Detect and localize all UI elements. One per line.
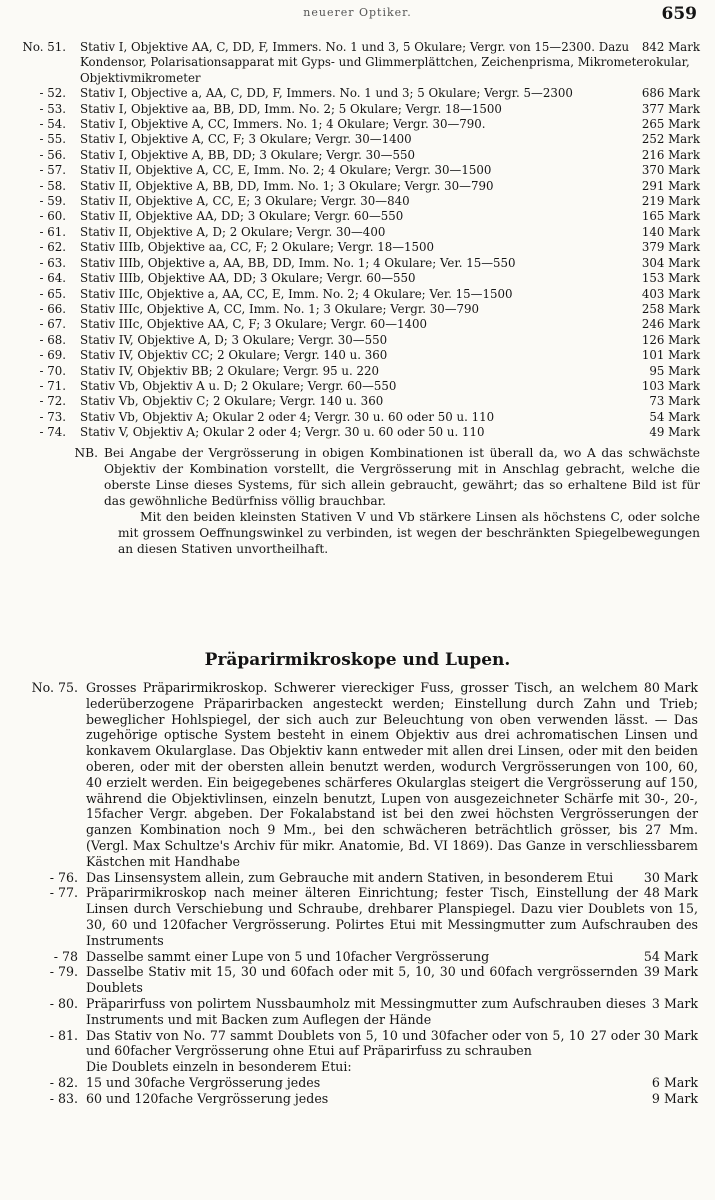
entry-number: - 69. <box>39 348 66 363</box>
entry-number: - 59. <box>39 194 66 209</box>
catalog-entry <box>6 1028 698 1060</box>
entry-description: Stativ IIIb, Objektive AA, DD; 3 Okulare; Vergr. 60—550 <box>80 271 416 286</box>
entry-price: 219 Mark <box>641 194 700 209</box>
entry-price: 80 Mark <box>643 680 698 695</box>
entry-price: 6 Mark <box>651 1074 698 1090</box>
nb-paragraph: Mit den beiden kleinsten Stativen V und Vb stärkere Linsen als höchstens C, oder solche mit grossem Oeffnungswinkel zu verbinden, ist wegen der beschränkten Spiegelbewegungen an diesen Stativen unvortheilhaft. <box>118 509 700 556</box>
catalog-entry <box>10 148 700 163</box>
entry-body <box>80 394 700 409</box>
entry-number: - 78 <box>53 948 78 964</box>
entry-description: Stativ II, Objektive A, CC, E; 3 Okulare; Vergr. 30—840 <box>80 194 410 209</box>
catalog-entry <box>6 964 698 996</box>
entry-description: Stativ I, Objektive AA, C, DD, F, Immers. No. 1 und 3, 5 Okulare; Vergr. von 15—2300. Dazu Kondensor, Polarisationsapparat mit Gyps- und Glimmerplättchen, Zeichenprisma, Mikrometerokular, Objektivmikrometer <box>80 40 690 85</box>
catalog-entry <box>10 117 700 132</box>
catalog-entry <box>10 271 700 286</box>
entry-body <box>86 964 698 996</box>
running-head: neuerer Optiker. <box>303 6 412 19</box>
entries-list <box>10 40 700 441</box>
entry-body <box>80 302 700 317</box>
entry-description: Stativ IIIc, Objektive a, AA, CC, E, Imm. No. 2; 4 Okulare; Ver. 15—1500 <box>80 286 513 301</box>
entry-body <box>80 194 700 209</box>
entries2-list <box>6 680 698 1107</box>
entry-price: 403 Mark <box>641 286 700 301</box>
entry-description: Dasselbe Stativ mit 15, 30 und 60fach oder mit 5, 10, 30 und 60fach vergrössernden Doublets <box>86 964 638 996</box>
entry-price: 370 Mark <box>641 163 700 178</box>
entry-description: Präparirmikroskop nach meiner älteren Einrichtung; fester Tisch, Einstellung der Linsen durch Verschiebung und Schraube, drehbarer Planspiegel. Dazu vier Doublets von 15, 30, 60 und 120facher Vergrösserung. Polirtes Etui mit Messingmutter zum Aufschrauben des Instruments <box>86 885 698 948</box>
entry-price: 842 Mark <box>641 40 700 54</box>
entry-description: 60 und 120fache Vergrösserung jedes <box>86 1090 329 1106</box>
catalog-entry <box>10 364 700 379</box>
entry-number: - 54. <box>39 117 66 132</box>
entry-body <box>86 680 698 870</box>
catalog-entry <box>10 379 700 394</box>
entry-description: Stativ IV, Objektive A, D; 3 Okulare; Vergr. 30—550 <box>80 332 388 347</box>
entry-body <box>80 86 700 101</box>
entry-price: 216 Mark <box>641 147 700 162</box>
catalog-entry <box>10 179 700 194</box>
entry-description: Stativ I, Objective a, AA, C, DD, F, Immers. No. 1 und 3; 5 Okulare; Vergr. 5—2300 <box>80 86 573 101</box>
entry-body <box>86 996 698 1028</box>
entry-body <box>86 1075 698 1091</box>
entry-price: 291 Mark <box>641 178 700 193</box>
catalog-entry <box>10 194 700 209</box>
entry-price: 27 oder 30 Mark <box>590 1027 698 1043</box>
entry-number: - 60. <box>39 209 66 224</box>
entry-body <box>80 364 700 379</box>
entry-body <box>86 949 698 965</box>
entry-body <box>80 425 700 440</box>
entry-body <box>80 132 700 147</box>
entry-price: 54 Mark <box>649 409 700 424</box>
page-number: 659 <box>661 4 697 24</box>
entry-price: 30 Mark <box>643 869 698 885</box>
entry-number: - 55. <box>39 132 66 147</box>
entry-description: Stativ I, Objektive A, CC, F; 3 Okulare; Vergr. 30—1400 <box>80 132 412 147</box>
entry-description: Stativ Vb, Objektiv A u. D; 2 Okulare; Vergr. 60—550 <box>80 378 397 393</box>
catalog-entry <box>10 209 700 224</box>
entry-description: Präparirfuss von polirtem Nussbaumholz mit Messingmutter zum Aufschrauben dieses Instruments und mit Backen zum Auflegen der Hände <box>86 995 646 1027</box>
catalog-entry <box>6 949 698 965</box>
catalog-entry <box>10 40 700 86</box>
entry-description: Stativ Vb, Objektiv C; 2 Okulare; Vergr. 140 u. 360 <box>80 394 384 409</box>
catalog-entry <box>10 86 700 101</box>
entry-price: 3 Mark <box>651 995 698 1011</box>
entry-body <box>80 163 700 178</box>
preparation-microscope-list <box>6 680 698 1107</box>
entry-price: 686 Mark <box>641 86 700 101</box>
catalog-entry <box>6 1059 698 1075</box>
entry-description: Stativ IV, Objektiv CC; 2 Okulare; Vergr. 140 u. 360 <box>80 348 388 363</box>
entry-number: - 73. <box>39 409 66 424</box>
entry-number: - 71. <box>39 378 66 393</box>
entry-price: 95 Mark <box>649 363 700 378</box>
entry-body <box>80 379 700 394</box>
catalog-entry <box>10 348 700 363</box>
entry-body <box>86 1028 698 1060</box>
entry-price: 140 Mark <box>641 224 700 239</box>
entry-number: - 70. <box>39 363 66 378</box>
catalog-entry <box>10 256 700 271</box>
entry-number: - 62. <box>39 240 66 255</box>
entry-price: 126 Mark <box>641 332 700 347</box>
entry-number: - 64. <box>39 271 66 286</box>
entry-description: Stativ II, Objektive A, D; 2 Okulare; Vergr. 30—400 <box>80 224 386 239</box>
catalog-entry <box>6 996 698 1028</box>
catalog-entry <box>6 870 698 886</box>
entry-body <box>80 225 700 240</box>
entry-description: Stativ V, Objektiv A; Okular 2 oder 4; Vergr. 30 u. 60 oder 50 u. 110 <box>80 425 485 440</box>
entry-description: Stativ I, Objektive A, BB, DD; 3 Okulare; Vergr. 30—550 <box>80 147 415 162</box>
entry-body <box>80 40 700 86</box>
entry-price: 258 Mark <box>641 301 700 316</box>
entry-price: 103 Mark <box>641 378 700 393</box>
entry-description: Stativ IIIb, Objektive aa, CC, F; 2 Okulare; Vergr. 18—1500 <box>80 240 435 255</box>
entry-body <box>80 117 700 132</box>
entry-description: Stativ I, Objektive A, CC, Immers. No. 1; 4 Okulare; Vergr. 30—790. <box>80 117 486 132</box>
entry-number: - 80. <box>49 995 78 1011</box>
entry-description: Stativ II, Objektive A, BB, DD, Imm. No. 1; 3 Okulare; Vergr. 30—790 <box>80 178 494 193</box>
entry-number: - 52. <box>39 86 66 101</box>
entry-body <box>80 271 700 286</box>
entry-number: - 57. <box>39 163 66 178</box>
entry-price: 304 Mark <box>641 255 700 270</box>
entry-description: Das Linsensystem allein, zum Gebrauche mit andern Stativen, in besonderem Etui <box>86 869 614 885</box>
catalog-entry <box>10 394 700 409</box>
entry-description: Stativ IV, Objektiv BB; 2 Okulare; Vergr. 95 u. 220 <box>80 363 380 378</box>
microscope-price-list <box>10 40 700 557</box>
catalog-entry <box>10 287 700 302</box>
entry-description: Das Stativ von No. 77 sammt Doublets von 5, 10 und 30facher oder von 5, 10 und 60facher Vergrösserung ohne Etui auf Präparirfuss zu schrauben <box>86 1027 585 1059</box>
entry-body <box>80 240 700 255</box>
entry-price: 101 Mark <box>641 348 700 363</box>
entry-price: 246 Mark <box>641 317 700 332</box>
entry-number: - 83. <box>49 1090 78 1106</box>
entry-description: Stativ I, Objektive aa, BB, DD, Imm. No. 2; 5 Okulare; Vergr. 18—1500 <box>80 101 502 116</box>
entry-number: - 82. <box>49 1074 78 1090</box>
entry-body <box>80 333 700 348</box>
entry-number: - 67. <box>39 317 66 332</box>
entry-body <box>80 410 700 425</box>
catalog-entry <box>10 410 700 425</box>
entry-number: - 76. <box>49 869 78 885</box>
entry-price: 73 Mark <box>649 394 700 409</box>
catalog-entry <box>6 680 698 870</box>
catalog-entry <box>10 163 700 178</box>
entry-number: - 81. <box>49 1027 78 1043</box>
entry-body <box>80 102 700 117</box>
entry-price: 377 Mark <box>641 101 700 116</box>
entry-number: - 66. <box>39 301 66 316</box>
entry-description: Dasselbe sammt einer Lupe von 5 und 10facher Vergrösserung <box>86 948 490 964</box>
entry-body <box>80 317 700 332</box>
catalog-entry <box>6 885 698 948</box>
entry-description: Stativ IIIc, Objektive AA, C, F; 3 Okulare; Vergr. 60—1400 <box>80 317 428 332</box>
entry-price: 252 Mark <box>641 132 700 147</box>
entry-price: 165 Mark <box>641 209 700 224</box>
entry-number: - 77. <box>49 885 78 901</box>
entry-number: - 56. <box>39 147 66 162</box>
catalog-entry <box>10 102 700 117</box>
entry-number: - 79. <box>49 964 78 980</box>
catalog-entry <box>10 302 700 317</box>
entry-number: - 53. <box>39 101 66 116</box>
catalog-entry <box>10 132 700 147</box>
entry-number: - 63. <box>39 255 66 270</box>
catalog-entry <box>10 225 700 240</box>
entry-body <box>80 287 700 302</box>
entry-number: - 74. <box>39 425 66 440</box>
section-title: Präparirmikroskope und Lupen. <box>204 650 511 670</box>
entry-body <box>80 348 700 363</box>
entry-price: 54 Mark <box>643 948 698 964</box>
entry-body <box>86 870 698 886</box>
entry-description: Stativ Vb, Objektiv A; Okular 2 oder 4; Vergr. 30 u. 60 oder 50 u. 110 <box>80 409 495 424</box>
nb-note <box>10 445 700 509</box>
entry-body <box>86 1059 698 1075</box>
entry-price: 48 Mark <box>643 885 698 901</box>
entry-price: 39 Mark <box>643 964 698 980</box>
catalog-entry <box>10 333 700 348</box>
entry-description: Stativ IIIb, Objektive a, AA, BB, DD, Imm. No. 1; 4 Okulare; Ver. 15—550 <box>80 255 516 270</box>
entry-price: 265 Mark <box>641 117 700 132</box>
entry-number: - 65. <box>39 286 66 301</box>
entry-body <box>86 885 698 948</box>
entry-number <box>6 1059 86 1075</box>
entry-number: No. 51. <box>22 40 66 54</box>
entry-body <box>80 209 700 224</box>
catalog-entry <box>10 317 700 332</box>
entry-description: Stativ IIIc, Objektive A, CC, Imm. No. 1; 3 Okulare; Vergr. 30—790 <box>80 301 480 316</box>
entry-description: Grosses Präparirmikroskop. Schwerer viereckiger Fuss, grosser Tisch, an welchem lederüberzogene Präparirbacken angesteckt werden; Einstellung durch Zahn und Trieb; beweglicher Hohlspiegel, der sich auch zur Beleuchtung von oben verwenden lässt. — Das zugehörige optische System besteht in einem Objektiv aus drei achromatischen Linsen und konkavem Okularglase. Das Objektiv kann entweder mit allen drei Linsen, oder mit den beiden oberen, oder mit der obersten allein benutzt werden, wodurch Vergrösserungen von 100, 60, 40 erzielt werden. Ein beigegebenes schärferes Okularglas steigert die Vergrösserung auf 150, während die Objektivlinsen, einzeln benutzt, Lupen von ausgezeichneter Schärfe mit 30-, 20-, 15facher Vergr. abgeben. Der Fokalabstand ist bei den zwei höchsten Vergrösserungen der ganzen Kombination noch 9 Mm., bei den schwächeren beträchtlich grösser, bis 27 Mm. (Vergl. Max Schultze's Archiv für mikr. Anatomie, Bd. VI 1869). Das Ganze in verschliessbarem Kästchen mit Handhabe <box>86 680 698 869</box>
entry-price: 9 Mark <box>651 1090 698 1106</box>
catalog-entry <box>6 1075 698 1091</box>
entry-body <box>80 148 700 163</box>
entry-description: Stativ II, Objektive AA, DD; 3 Okulare; Vergr. 60—550 <box>80 209 404 224</box>
entry-number: - 58. <box>39 178 66 193</box>
entry-description: Stativ II, Objektive A, CC, E, Imm. No. 2; 4 Okulare; Vergr. 30—1500 <box>80 163 492 178</box>
entry-number: - 61. <box>39 224 66 239</box>
entry-number: No. 75. <box>31 680 78 695</box>
nb-label: NB. <box>74 445 98 460</box>
nb-text: Bei Angabe der Vergrösserung in obigen Kombinationen ist überall da, wo A das schwächste Objektiv der Kombination vorstellt, die Vergrösserung mit in Anschlag gebracht, welche die oberste Linse dieses Systems, für sich allein gebraucht, gewährt; das so erhaltene Bild ist für das gewöhnliche Bedürfniss völlig brauchbar. <box>104 445 700 508</box>
catalog-entry <box>10 425 700 440</box>
entry-body <box>80 256 700 271</box>
entry-price: 49 Mark <box>649 425 700 440</box>
entry-description: 15 und 30fache Vergrösserung jedes <box>86 1074 321 1090</box>
entry-body <box>80 179 700 194</box>
entry-price: 379 Mark <box>641 240 700 255</box>
entry-description: Die Doublets einzeln in besonderem Etui: <box>86 1059 352 1075</box>
entry-number: - 68. <box>39 332 66 347</box>
catalog-entry <box>6 1091 698 1107</box>
entry-body <box>86 1091 698 1107</box>
entry-number: - 72. <box>39 394 66 409</box>
entry-price: 153 Mark <box>641 271 700 286</box>
catalog-entry <box>10 240 700 255</box>
